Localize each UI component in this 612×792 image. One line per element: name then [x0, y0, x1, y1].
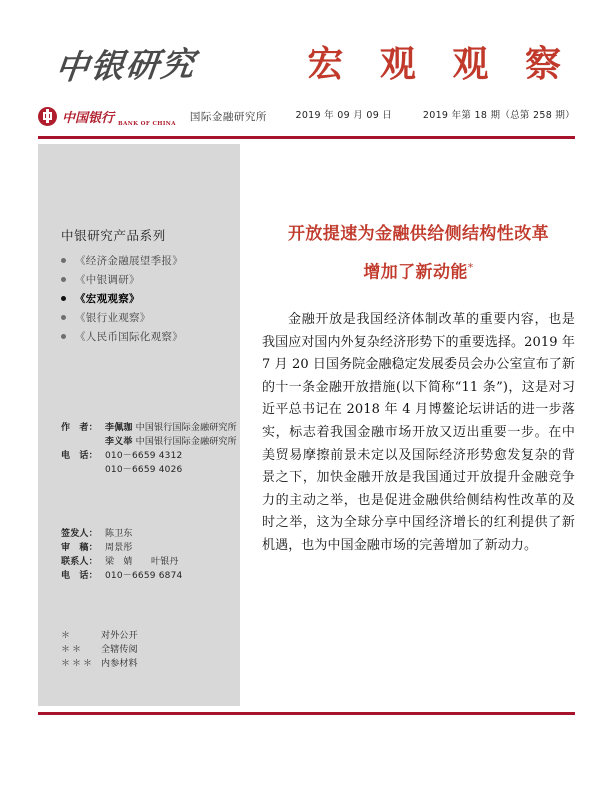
bullet-dot-icon [61, 296, 66, 301]
bullet-dot-icon [61, 315, 66, 320]
article-column [262, 144, 575, 706]
reviewer-value: 周景彤 [105, 543, 133, 553]
masthead [38, 28, 575, 132]
contact-phone-label: 电 话： [61, 571, 98, 581]
footer-divider [38, 712, 575, 715]
sidebar-item-label: 《宏观观察》 [75, 292, 140, 305]
contact-row-phone [61, 569, 182, 583]
sidebar-item-banking-observation[interactable] [61, 308, 236, 326]
author-entry [105, 421, 237, 435]
page-title: 宏 观 观 察 [307, 44, 573, 85]
contacts-block [61, 527, 182, 583]
author-affiliation: 中国银行国际金融研究所 [135, 423, 237, 433]
author-affiliation: 中国银行国际金融研究所 [135, 437, 237, 447]
phone-value: 010－6659 4312 [105, 451, 183, 461]
boc-name-chinese: 中国银行 [62, 110, 115, 126]
author-entry [105, 435, 237, 449]
author-row-2 [61, 435, 237, 449]
reviewer-label: 审 稿： [61, 543, 98, 553]
author-phone-row-1 [61, 449, 237, 463]
sidebar-item-label: 《银行业观察》 [75, 311, 151, 324]
header-divider [38, 136, 575, 139]
author-row-1 [61, 421, 237, 435]
sidebar-item-label: 《人民币国际化观察》 [75, 330, 183, 343]
contacts-value: 梁 婧 叶银丹 [105, 557, 179, 567]
article-title [262, 218, 575, 290]
contact-row-contacts [61, 555, 182, 569]
sidebar-item-label: 《中银调研》 [75, 273, 140, 286]
issuer-label: 签发人： [61, 529, 98, 539]
title-footnote-marker: * [467, 261, 474, 274]
distribution-notes-block [61, 629, 138, 671]
sidebar-item-economic-financial-outlook[interactable] [61, 251, 236, 269]
bank-of-china-logo [38, 103, 267, 129]
article-body-paragraph: 金融开放是我国经济体制改革的重要内容，也是我国应对国内外复杂经济形势下的重要选择。2019 年 7 月 20 日国务院金融稳定发展委员会办公室宣布了新的十一条金融开放措施(以下简称“11 条”)，这是对习近平总书记在 2018 年 4 月博鳌论坛讲话的进一步落实，标志着我国金融市场开放又迈出重要一步。在中美贸易摩擦前景未定以及国际经济形势愈发复杂的背景之下，加快金融开放是我国通过开放提升金融竞争力的主动之举，也是促进金融供给侧结构性改革的及时之举，这为全球分享中国经济增长的红利提供了新机遇，也为中国金融市场的完善增加了新动力。 [262, 312, 575, 553]
authors-label: 作 者： [61, 423, 98, 433]
sidebar-item-label: 《经济金融展望季报》 [75, 254, 183, 267]
issuer-value: 陈卫东 [105, 529, 133, 539]
author-name: 李佩珈 [105, 423, 133, 433]
sidebar-heading: 中银研究产品系列 [61, 228, 166, 243]
sidebar-item-rmb-internationalization[interactable] [61, 327, 236, 345]
boc-emblem-icon [38, 107, 57, 126]
bullet-dot-icon [61, 334, 66, 339]
note-text: 对外公开 [101, 631, 138, 641]
contact-phone-value: 010－6659 6874 [105, 571, 183, 581]
brand-calligraphy-logo: 中银研究 [53, 44, 199, 87]
article-title-line-1: 开放提速为金融供给侧结构性改革 [288, 224, 549, 244]
product-series-list [61, 251, 236, 346]
asterisk-marker: ＊＊＊ [61, 659, 95, 669]
issue-info [295, 107, 575, 121]
boc-name-english: BANK OF CHINA [118, 121, 176, 127]
author-name: 李义举 [105, 437, 133, 447]
author-phone-row-2 [61, 463, 237, 477]
publication-date: 2019 年 09 月 09 日 [295, 110, 393, 121]
asterisk-marker: ＊ [61, 631, 73, 641]
bullet-dot-icon [61, 258, 66, 263]
contact-row-issuer [61, 527, 182, 541]
authors-block [61, 421, 237, 477]
bullet-dot-icon [61, 277, 66, 282]
phone-label: 电 话： [61, 451, 98, 461]
phone-value: 010－6659 4026 [105, 465, 183, 475]
note-text: 内参材料 [101, 659, 138, 669]
contact-row-reviewer [61, 541, 182, 555]
note-row-internal-circulation [61, 643, 138, 657]
sidebar-panel [38, 144, 240, 706]
note-text: 全辖传阅 [101, 645, 138, 655]
note-row-restricted [61, 657, 138, 671]
sidebar-item-macro-observation[interactable] [61, 289, 236, 307]
contacts-label: 联系人： [61, 557, 98, 567]
institute-name: 国际金融研究所 [189, 110, 267, 123]
sidebar-item-boc-research[interactable] [61, 270, 236, 288]
note-row-public [61, 629, 138, 643]
issue-number: 2019 年第 18 期（总第 258 期） [422, 110, 575, 121]
asterisk-marker: ＊＊ [61, 645, 84, 655]
article-title-line-2: 增加了新动能 [363, 262, 468, 283]
